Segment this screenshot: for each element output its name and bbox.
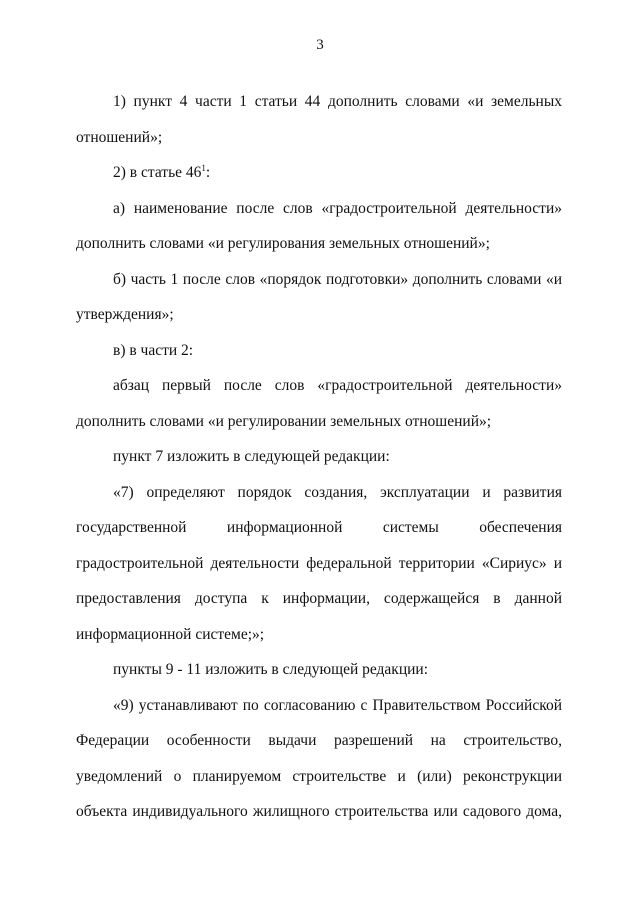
paragraph-point-7-text: «7) определяют порядок создания, эксплуатации и развития государственной информационной системы обеспечения градостроительной деятельности федеральной территории «Сириус» и предоставления доступа к информации, содержащейся в данной информационной системе;»; xyxy=(76,483,562,643)
paragraph-point-7-intro: пункт 7 изложить в следующей редакции: xyxy=(113,448,390,465)
paragraph-item-2-text: 2) в статье 46 xyxy=(113,164,202,181)
paragraph-subitem-b: б) часть 1 после слов «порядок подготовки» дополнить словами «и утверждения»; xyxy=(76,270,562,323)
article-superscript: 1 xyxy=(201,163,206,173)
paragraph-points-9-11-intro: пункты 9 - 11 изложить в следующей редакции: xyxy=(113,661,429,678)
paragraph-subitem-a: а) наименование после слов «градостроительной деятельности» дополнить словами «и регулирования земельных отношений»; xyxy=(76,199,562,252)
paragraph-abzac-first: абзац первый после слов «градостроительной деятельности» дополнить словами «и регулировании земельных отношений»; xyxy=(76,377,562,430)
paragraph-point-9-text: «9) устанавливают по согласованию с Правительством Российской Федерации особенности выдачи разрешений на строительство, уведомлений о планируемом строительстве и (или) реконструкции объекта индивидуального жилищного строительства или садового дома, xyxy=(76,696,562,820)
document-body xyxy=(76,84,562,830)
paragraph-item-1: 1) пункт 4 части 1 статьи 44 дополнить словами «и земельных отношений»; xyxy=(76,93,562,146)
paragraph-item-2 xyxy=(76,155,562,191)
paragraph-subitem-v: в) в части 2: xyxy=(113,341,194,359)
paragraph-item-2-colon: : xyxy=(205,164,211,181)
page-number: 3 xyxy=(316,37,324,53)
